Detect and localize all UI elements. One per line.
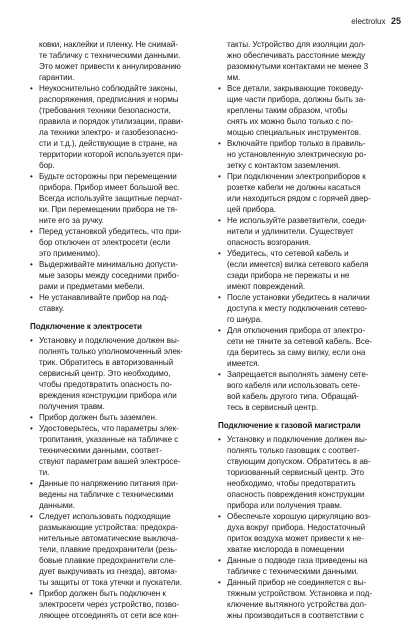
list-item — [218, 171, 394, 215]
text-line: тяжным устройством. Установка и под- — [227, 589, 372, 598]
text-line: гда беритесь за саму вилку, если она — [227, 348, 366, 357]
text-line: • Установку и подключение должен вы- — [39, 336, 180, 345]
text-line: снять их можно было только с по- — [227, 117, 354, 126]
text-line: вого кабеля или использовать сете- — [227, 381, 361, 390]
text-line: Всегда используйте защитные перчат- — [39, 194, 183, 203]
list-item — [218, 215, 394, 248]
right-intro-item — [218, 39, 394, 83]
text-line: жно обеспечивать расстояние между — [227, 51, 366, 60]
text-line: (если имеется) вилка сетевого кабеля — [227, 260, 369, 269]
text-line: сти и т.д.), действующие в стране, на — [39, 139, 178, 148]
text-line: имеется. — [227, 359, 260, 368]
text-line: ковки, наклейки и пленку. Не снимай- — [39, 40, 178, 49]
text-line: трик. Обратитесь в авторизованный — [39, 358, 174, 367]
text-line: вреждения конструкции прибора или — [39, 391, 177, 400]
text-line: вой кабель другого типа. Обращай- — [227, 392, 359, 401]
text-line: • Включайте прибор только в правиль- — [227, 139, 366, 148]
list-item — [30, 83, 206, 171]
text-line: • Не устанавливайте прибор на под- — [39, 293, 169, 302]
text-line: хватке кислорода в помещении — [227, 545, 345, 554]
text-line: • Перед установкой убедитесь, что при- — [39, 227, 182, 236]
right-top-list — [218, 83, 394, 413]
text-line: гарантии. — [39, 73, 75, 82]
text-line: размыкающие устройства: предохра- — [39, 523, 178, 532]
text-line: техническими данными, соответ- — [39, 446, 162, 455]
text-line: • Следует использовать подходящие — [39, 512, 171, 521]
list-item — [218, 434, 394, 511]
text-line: тропитания, указанные на табличке с — [39, 435, 179, 444]
right-intro-list — [218, 39, 394, 83]
text-line: мые зазоры между соседними прибо- — [39, 271, 179, 280]
brand-name: electrolux — [351, 17, 386, 26]
text-line: чтобы предотвратить опасность по- — [39, 380, 173, 389]
text-line: (требования техники безопасности, — [39, 106, 171, 115]
text-line: • Будьте осторожны при перемещении — [39, 172, 177, 181]
text-line: рами и предметами мебели. — [39, 282, 145, 291]
text-line: розетке кабели не должны касаться — [227, 183, 361, 192]
list-item — [30, 588, 206, 621]
text-line: • Установку и подключение должен вы- — [227, 435, 368, 444]
text-line: такты. Устройство для изоляции дол- — [227, 40, 366, 49]
text-line: • Не используйте разветвители, соеди- — [227, 216, 367, 225]
list-item — [30, 171, 206, 226]
text-line: это применимо). — [39, 249, 101, 258]
text-line: ните его за ручку. — [39, 216, 104, 225]
text-line: • Выдерживайте минимально допусти- — [39, 260, 178, 269]
text-line: доступа к месту подключения сетево- — [227, 304, 368, 313]
text-line: распоряжения, предписания и нормы — [39, 95, 179, 104]
list-item — [30, 335, 206, 412]
text-line: • Обеспечьте хорошую циркуляцию воз- — [227, 512, 371, 521]
left-intro-list — [30, 39, 206, 83]
text-line: • Неукоснительно соблюдайте законы, — [39, 84, 178, 93]
text-line: цей прибора. — [227, 205, 277, 214]
text-line: сервисный центр. Это необходимо, — [39, 369, 171, 378]
electrical-list — [30, 335, 206, 621]
text-line: духа вокруг прибора. Недостаточный — [227, 523, 366, 532]
text-line: бор. — [39, 161, 55, 170]
list-item — [218, 292, 394, 325]
text-line: нительные автоматические выключа- — [39, 534, 179, 543]
list-item — [218, 555, 394, 577]
text-line: креплены таким образом, чтобы — [227, 106, 348, 115]
text-line: прибора или получения травм. — [227, 501, 342, 510]
text-line: или находиться рядом с горячей двер- — [227, 194, 371, 203]
text-line: Это может привести к аннулированию — [39, 62, 181, 71]
text-line: табличке с техническими данными. — [227, 567, 359, 576]
text-line: тели, плавкие предохранители (резь- — [39, 545, 178, 554]
text-line: бовые плавкие предохранители сле- — [39, 556, 176, 565]
text-line: тесь в сервисный центр. — [227, 403, 318, 412]
text-line: ставку. — [39, 304, 65, 313]
section-title-electrical: Подключение к электросети — [30, 322, 142, 331]
list-item — [218, 325, 394, 369]
text-line: необходимо, чтобы предотвратить — [227, 479, 356, 488]
text-line: мощью специальных инструментов. — [227, 128, 362, 137]
left-top-list — [30, 83, 206, 314]
text-line: те табличку с техническими данными. — [39, 51, 181, 60]
text-line: • Данные по напряжению питания при- — [39, 479, 179, 488]
text-line: ствуют параметрам вашей электросе- — [39, 457, 181, 466]
list-item — [30, 478, 206, 511]
left-column — [30, 39, 206, 621]
text-line: опасность повреждения конструкции — [227, 490, 365, 499]
text-line: ки. При перемещении прибора не тя- — [39, 205, 178, 214]
text-line: • Для отключения прибора от электро- — [227, 326, 366, 335]
text-line: жны производиться в соответствии с — [227, 611, 364, 620]
text-line: приток воздуха может привести к не- — [227, 534, 364, 543]
text-line: зетку с контактом заземления. — [227, 161, 341, 170]
text-line: прибора. Прибор имеет большой вес. — [39, 183, 180, 192]
text-line: ведены на табличке с техническими — [39, 490, 174, 499]
text-line: сзади прибора не пережаты и не — [227, 271, 350, 280]
text-line: электросети через устройство, позво- — [39, 600, 180, 609]
page-header — [351, 17, 401, 26]
text-line: ти. — [39, 468, 50, 477]
gas-list — [218, 434, 394, 621]
section-title-gas: Подключение к газовой магистрали — [218, 421, 361, 430]
text-line: полнять только газовщик с соответ- — [227, 446, 360, 455]
list-item — [218, 138, 394, 171]
text-line: мм. — [227, 73, 241, 82]
text-line: нители и удлинители. Существует — [227, 227, 354, 236]
text-line: ла техники электро- и газобезопасно- — [39, 128, 179, 137]
text-line: • Запрещается выполнять замену сете- — [227, 370, 369, 379]
text-line: • Прибор должен быть подключен к — [39, 589, 166, 598]
list-item — [218, 369, 394, 413]
text-line: полнять только уполномоченный элек- — [39, 347, 183, 356]
text-line: но установленную электрическую ро- — [227, 150, 367, 159]
text-line: • Прибор должен быть заземлен. — [39, 413, 158, 422]
list-item — [30, 511, 206, 588]
left-intro-item — [30, 39, 206, 83]
text-line: правила и порядок утилизации, прави- — [39, 117, 184, 126]
text-line: • Данные о подводе газа приведены на — [227, 556, 368, 565]
text-line: щие части прибора, должны быть за- — [227, 95, 366, 104]
text-line: разомкнутыми контактами не менее 3 — [227, 62, 369, 71]
right-column — [218, 39, 394, 621]
list-item — [30, 259, 206, 292]
text-line: получения травм. — [39, 402, 105, 411]
list-item — [30, 226, 206, 259]
text-line: опасность возгорания. — [227, 238, 311, 247]
text-line: • При подключении электроприборов к — [227, 172, 366, 181]
text-line: ствующим допуском. Обратитесь в ав- — [227, 457, 371, 466]
text-line: го шнура. — [227, 315, 263, 324]
text-line: имеют повреждений. — [227, 282, 306, 291]
text-line: • Удостоверьтесь, что параметры элек- — [39, 424, 179, 433]
text-line: дует выкручивать из гнезда), автома- — [39, 567, 178, 576]
list-item — [30, 412, 206, 423]
list-item — [218, 83, 394, 138]
text-line: торизованный сервисный центр. Это — [227, 468, 364, 477]
list-item — [218, 577, 394, 621]
text-line: сети не тяните за сетевой кабель. Все- — [227, 337, 372, 346]
text-line: территории которой используется при- — [39, 150, 184, 159]
text-line: данными. — [39, 501, 75, 510]
text-line: ключение вытяжного устройства дол- — [227, 600, 367, 609]
text-line: ты защиты от тока утечки и пускатели. — [39, 578, 182, 587]
text-line: ляющее отсоединять от сети все кон- — [39, 611, 179, 620]
list-item — [218, 248, 394, 292]
text-line: • Все детали, закрывающие токоведу- — [227, 84, 364, 93]
list-item — [30, 292, 206, 314]
text-line: • Убедитесь, что сетевой кабель и — [227, 249, 349, 258]
text-line: • Данный прибор не соединяется с вы- — [227, 578, 367, 587]
text-line: бор отключен от электросети (если — [39, 238, 170, 247]
text-line: • После установки убедитесь в наличии — [227, 293, 370, 302]
list-item — [30, 423, 206, 478]
page-number: 25 — [390, 16, 401, 26]
list-item — [218, 511, 394, 555]
